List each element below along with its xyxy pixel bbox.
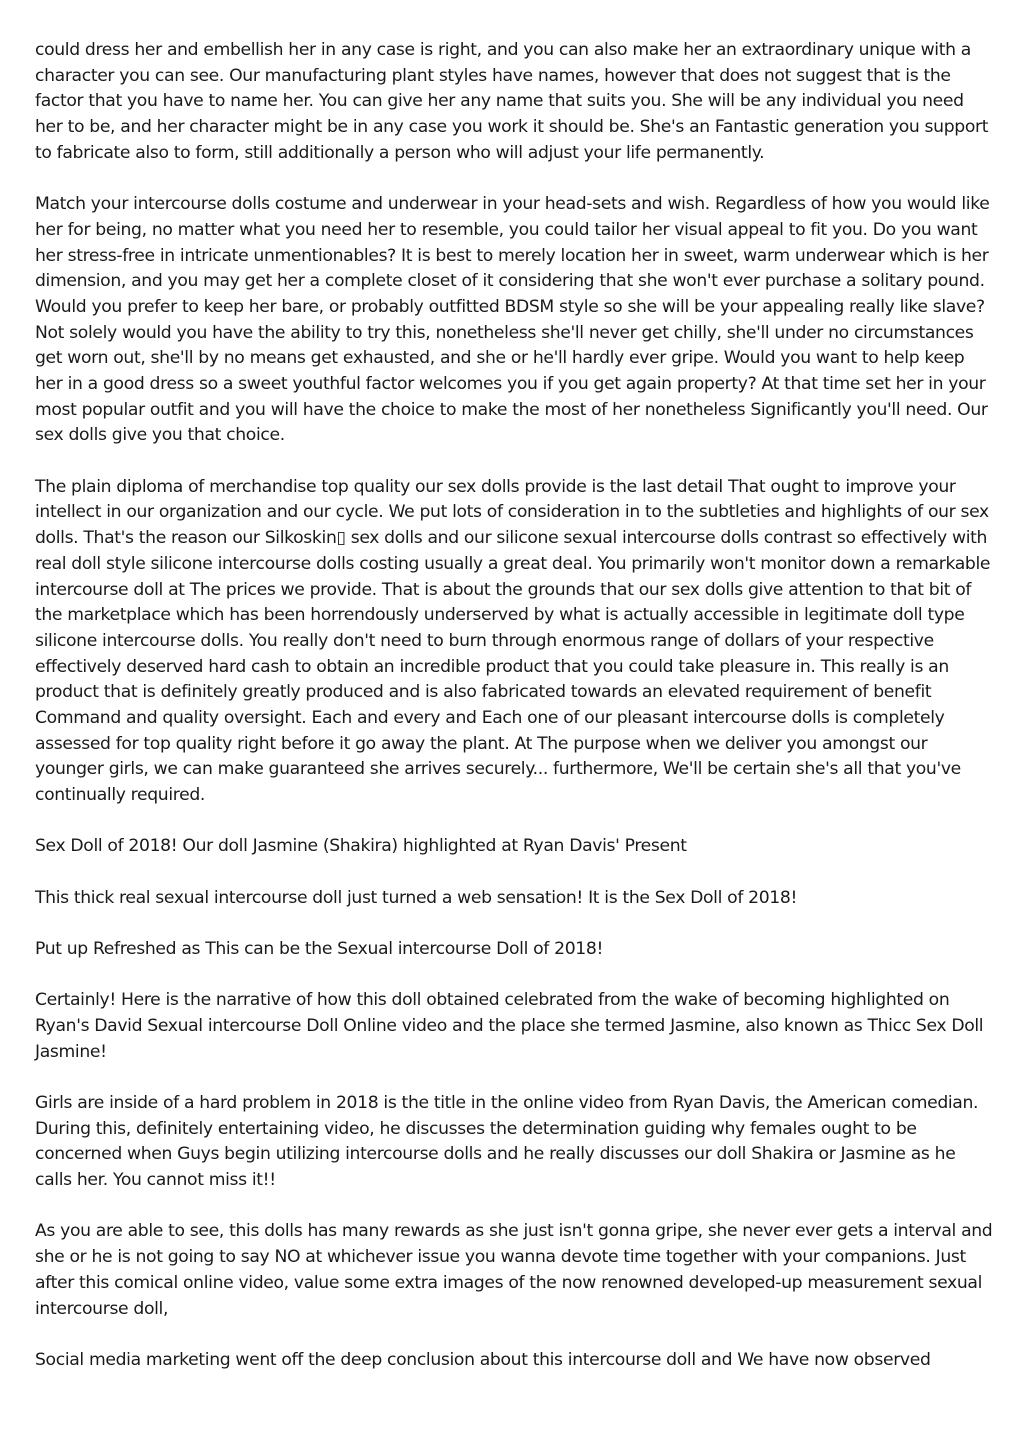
paragraph-sex-doll-2018: Sex Doll of 2018! Our doll Jasmine (Shakira) highlighted at Ryan Davis' Present [35, 836, 687, 857]
paragraph-video: Girls are inside of a hard problem in 2018 is the title in the online video from Ryan Davis, the American comedian. During this, definitely entertaining video, he discusses the determination guiding why females ought to be concerned when Guys begin utilizing intercourse dolls and he really discusses our doll Shakira or Jasmine as he calls her. You cannot miss it!! [35, 1093, 979, 1191]
paragraph-rewards: As you are able to see, this dolls has many rewards as she just isn't gonna gripe, she never ever gets a interval and she or he is not going to say NO at whichever issue you wanna devote time together with your companions. Just after this comical online video, value some extra images of the now renowned developed-up measurement sexual intercourse doll, [35, 1221, 993, 1319]
paragraph-web-sensation: This thick real sexual intercourse doll just turned a web sensation! It is the Sex Doll of 2018! [35, 887, 798, 908]
paragraph-social-media: Social media marketing went off the deep conclusion about this intercourse doll and We have now observed [35, 1349, 931, 1370]
paragraph-refreshed: Put up Refreshed as This can be the Sexual intercourse Doll of 2018! [35, 939, 604, 960]
paragraph-intro: could dress her and embellish her in any case is right, and you can also make her an extraordinary unique with a character you can see. Our manufacturing plant styles have names, however that does not suggest that is the factor that you have to name her. You can give her any name that suits you. She will be any individual you need her to be, and her character might be in any case you work it should be. She's an Fantastic generation you support to fabricate also to form, still additionally a person who will adjust your life permanently. [35, 40, 989, 163]
paragraph-narrative: Certainly! Here is the narrative of how this doll obtained celebrated from the wake of becoming highlighted on Ryan's David Sexual intercourse Doll Online video and the place she termed Jasmine, also known as Thicc Sex Doll Jasmine! [35, 990, 984, 1062]
paragraph-quality: The plain diploma of merchandise top quality our sex dolls provide is the last detail That ought to improve your intellect in our organization and our cycle. We put lots of consideration in to the subtleties and highlights of our sex dolls. That's the reason our Silkoskin▯ sex dolls and our silicone sexual intercourse dolls contrast so effectively with real doll style silicone intercourse dolls costing usually a great deal. You primarily won't monitor down a remarkable intercourse doll at The prices we provide. That is about the grounds that our sex dolls give attention to that bit of the marketplace which has been horrendously underserved by what is actually accessible in legitimate doll type silicone intercourse dolls. You really don't need to burn through enormous range of dollars of your respective effectively deserved hard cash to obtain an incredible product that you could take pleasure in. This really is an product that is definitely greatly produced and is also fabricated towards an elevated requirement of benefit Command and quality oversight. Each and every and Each one of our pleasant intercourse dolls is completely assessed for top quality right before it go away the plant. At The purpose when we deliver you amongst our younger girls, we can make guaranteed she arrives securely... furthermore, We'll be certain she's all that you've continually required. [35, 476, 991, 806]
document-body [35, 38, 995, 1399]
paragraph-costume: Match your intercourse dolls costume and underwear in your head-sets and wish. Regardless of how you would like her for being, no matter what you need her to resemble, you could tailor her visual appeal to fit you. Do you want her stress-free in intricate unmentionables? It is best to merely location her in sweet, warm underwear which is her dimension, and you may get her a complete closet of it considering that she won't ever purchase a solitary pound. Would you prefer to keep her bare, or probably outfitted BDSM style so she will be your appealing really like slave? Not solely would you have the ability to try this, nonetheless she'll never get chilly, she'll under no circumstances get worn out, she'll by no means get exhausted, and she or he'll hardly ever gripe. Would you want to help keep her in a good dress so a sweet youthful factor welcomes you if you get again property? At that time set her in your most popular outfit and you will have the choice to make the most of her nonetheless Significantly you'll need. Our sex dolls give you that choice. [35, 194, 990, 446]
